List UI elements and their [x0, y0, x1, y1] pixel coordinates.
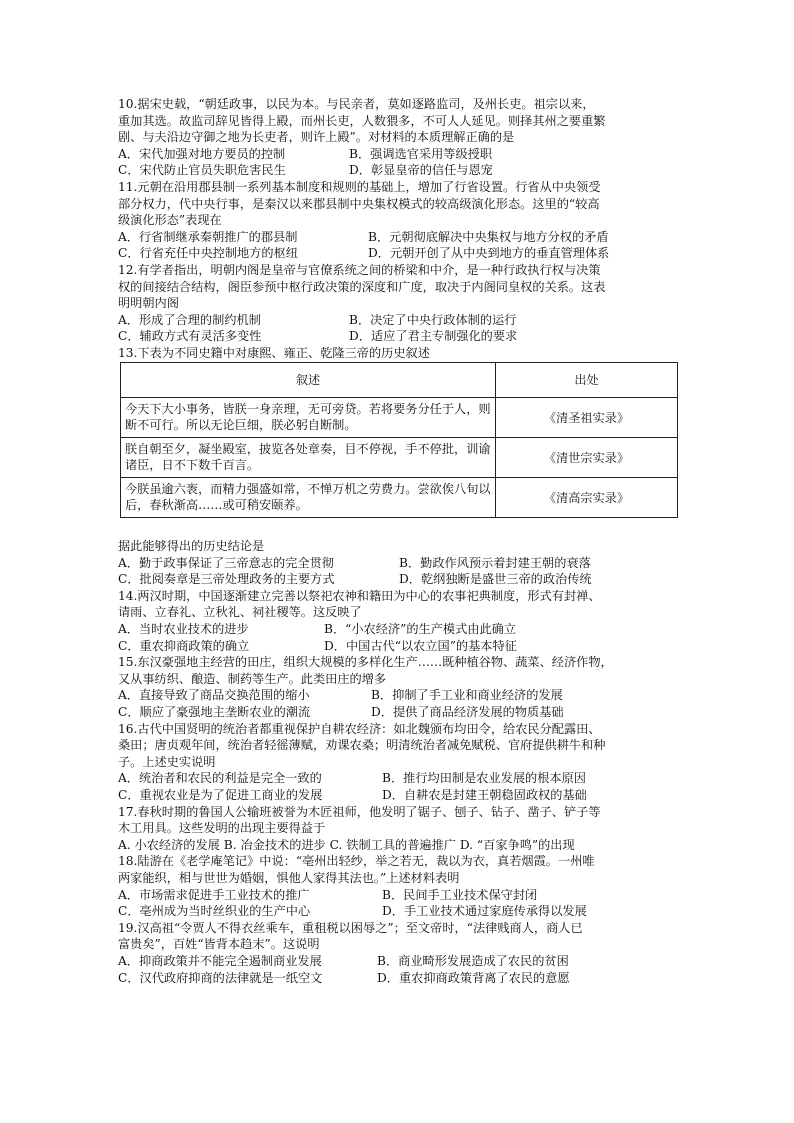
options-row — [118, 621, 678, 638]
table-cell-source: 《清世宗实录》 — [496, 437, 678, 477]
options-row — [118, 770, 678, 787]
table-cell-source: 《清圣祖实录》 — [496, 397, 678, 437]
option-c: C．汉代政府抑商的法律就是一纸空文 — [118, 970, 323, 985]
question-stem-line: 15.东汉豪强地主经营的田庄，组织大规模的多样化生产……既种植谷物、蔬菜、经济作物， — [118, 655, 613, 670]
question-stem-line: 又从事纺织、酿造、制药等生产。此类田庄的增多 — [118, 671, 387, 686]
question-stem-line: 明明朝内阁 — [118, 296, 179, 311]
options-row — [118, 146, 678, 163]
table-cell-narration: 朕自朝至夕，凝坐殿室，披览各处章奏，目不停视，手不停批，训谕诸臣，日不下数千百言。 — [121, 437, 496, 477]
table-row — [121, 397, 678, 437]
question-stem-line: 桑田；唐贞观年间，统治者轻徭薄赋，劝课农桑；明清统治者减免赋税、官府提供耕牛和种 — [118, 738, 606, 753]
options-row — [118, 970, 678, 987]
question-18 — [118, 853, 678, 919]
question-stem-line: 木工用具。这些发明的出现主要得益于 — [118, 821, 326, 836]
option-d: D．适应了君主专制强化的要求 — [349, 329, 518, 344]
question-stem-line: 17.春秋时期的鲁国人公输班被誉为木匠祖师，他发明了锯子、刨子、钻子、凿子、铲子等 — [118, 804, 601, 819]
option-d: D．中国古代“以农立国”的基本特征 — [324, 638, 517, 653]
option-a: A．宋代加强对地方要员的控制 — [118, 146, 286, 161]
exam-page — [118, 96, 678, 986]
options-row — [118, 953, 678, 970]
option-d: D．彰显皇帝的信任与恩宠 — [349, 163, 493, 178]
option-a: A．统治者和农民的利益是完全一致的 — [118, 771, 322, 786]
option-b: B．抑制了手工业和商业经济的发展 — [371, 688, 563, 703]
table-row — [121, 477, 678, 517]
options-row — [118, 162, 678, 179]
question-stem-line: 两家能织，相与世世为婚姻，惧他人家得其法也。”上述材料表明 — [118, 870, 460, 885]
table-cell-narration: 今朕虽逾六袠，而精力强盛如常，不惮万机之劳费力。尝欲俟八旬以后，春秋渐高……或可稍安颐养。 — [121, 477, 496, 517]
options-row — [118, 903, 678, 920]
option-b: B．商业畸形发展造成了农民的贫困 — [377, 953, 569, 968]
question-stem-line: 14.两汉时期，中国逐渐建立完善以祭祀农神和籍田为中心的农事祀典制度，形式有封禅、 — [118, 588, 601, 603]
question-17 — [118, 804, 678, 854]
table-header-source: 出处 — [496, 362, 678, 397]
option-d: D．元朝开创了从中央到地方的垂直管理体系 — [368, 246, 610, 261]
option-d: D．提供了商品经济发展的物质基础 — [371, 705, 564, 719]
option-a: A．抑商政策并不能完全遏制商业发展 — [118, 953, 322, 968]
option-a: A．直接导致了商品交换范围的缩小 — [118, 688, 310, 703]
option-c: C．亳州成为当时丝织业的生产中心 — [118, 904, 311, 919]
table-cell-source: 《清高宗实录》 — [496, 477, 678, 517]
option-d: D．乾纲独断是盛世三帝的政治传统 — [399, 572, 592, 587]
option-c: C．宋代防止官员失职危害民生 — [118, 163, 286, 178]
options-row — [118, 571, 678, 588]
option-b: B．元朝彻底解决中央集权与地方分权的矛盾 — [368, 229, 609, 244]
option-a: A．勤于政事保证了三帝意志的完全贯彻 — [118, 555, 334, 570]
options-row — [118, 704, 678, 721]
options-row — [118, 887, 678, 904]
option-c: C．重视农业是为了促进工商业的发展 — [118, 787, 323, 802]
option-c: C．批阅奏章是三帝处理政务的主要方式 — [118, 572, 335, 587]
option-b: B．勤政作风预示着封建王朝的衰落 — [399, 555, 591, 570]
question-stem-line: 18.陆游在《老学庵笔记》中说：“亳州出轻纱，举之若无，裁以为衣，真若烟霞。一州唯 — [118, 854, 595, 869]
question-stem-line: 部分权力，代中央行事，是秦汉以来郡县制中央集权模式的较高级演化形态。这里的“较高 — [118, 196, 600, 211]
question-stem-line: 13.下表为不同史籍中对康熙、雍正、乾隆三帝的历史叙述 — [118, 345, 430, 360]
options-row — [118, 787, 678, 804]
question-14 — [118, 588, 678, 654]
question-stem-line: 富贵矣”，百姓“皆背本趋末”。这说明 — [118, 937, 320, 952]
option-c: C．顺应了豪强地主垄断农业的潮流 — [118, 705, 311, 719]
option-a: A．形成了合理的制约机制 — [118, 312, 261, 327]
options-row — [118, 687, 678, 704]
option-b: B．民间手工业技术保守封闭 — [382, 887, 538, 902]
option-a: A．当时农业技术的进步 — [118, 622, 249, 637]
question-19 — [118, 920, 678, 986]
option-b: B．“小农经济”的生产模式由此确立 — [324, 622, 517, 637]
option-c: C．重农抑商政策的确立 — [118, 638, 250, 653]
question-10 — [118, 96, 678, 179]
question-stem-line: 重加其选。故监司辞见皆得上殿，而州长吏，人数猥多，不可人人延见。则择其州之要重繁 — [118, 113, 606, 128]
question-stem-line: 子。上述史实说明 — [118, 754, 216, 769]
question-stem-line: 10.据宋史载，“朝廷政事，以民为本。与民亲者，莫如逐路监司，及州长吏。祖宗以来， — [118, 97, 595, 111]
option-d: D．手工业技术通过家庭传承得以发展 — [382, 904, 587, 919]
question-stem-line: 权的间接结合结构，阁臣参预中枢行政决策的深度和广度，取决于内阁同皇权的关系。这表 — [118, 279, 606, 294]
question-15 — [118, 654, 678, 720]
question-16 — [118, 721, 678, 804]
table-cell-narration: 今天下大小事务，皆朕一身亲理，无可旁贷。若将要务分任于人，则断不可行。所以无论巨细，朕必躬自断制。 — [121, 397, 496, 437]
table-row — [121, 437, 678, 477]
options-row — [118, 229, 678, 246]
option-a: A．行省制继承秦朝推广的郡县制 — [118, 229, 298, 244]
options-row — [118, 328, 678, 345]
question-13 — [118, 345, 678, 588]
question-stem-line: 剧、与夫沿边守御之地为长吏者，则许上殿”。对材料的本质理解正确的是 — [118, 130, 515, 145]
option-b: B．决定了中央行政体制的运行 — [349, 312, 517, 327]
question-stem-line: 请雨、立春礼、立秋礼、祠社稷等。这反映了 — [118, 605, 362, 620]
question-stem-line: 16.古代中国贤明的统治者都重视保护自耕农经济：如北魏颁布均田令，给农民分配露田、 — [118, 721, 601, 736]
options-inline: A. 小农经济的发展 B. 冶金技术的进步 C. 铁制工具的普遍推广 D. “百家争鸣”的出现 — [118, 837, 575, 852]
history-table — [120, 362, 678, 519]
question-11 — [118, 179, 678, 262]
option-b: B．强调选官采用等级授职 — [349, 146, 493, 161]
question-stem-line: 据此能够得出的历史结论是 — [118, 539, 265, 554]
question-stem-line: 19.汉高祖“令贾人不得衣丝乘车，重租税以困辱之”；至文帝时，“法律贱商人，商人已 — [118, 920, 583, 935]
question-stem-line: 级演化形态”表现在 — [118, 213, 222, 228]
option-c: C．行省充任中央控制地方的枢纽 — [118, 246, 298, 261]
options-row — [118, 312, 678, 329]
table-header-row — [121, 362, 678, 397]
table-header-narration: 叙述 — [121, 362, 496, 397]
options-row — [118, 638, 678, 655]
option-d: D．自耕农是封建王朝稳固政权的基础 — [382, 787, 587, 802]
question-stem-line: 11.元朝在沿用郡县制一系列基本制度和规则的基础上，增加了行省设置。行省从中央领受 — [118, 179, 601, 194]
question-stem-line: 12.有学者指出，明朝内阁是皇帝与官僚系统之间的桥梁和中介，是一种行政执行权与决策 — [118, 262, 601, 277]
option-b: B．推行均田制是农业发展的根本原因 — [382, 771, 586, 786]
options-row — [118, 245, 678, 262]
option-d: D．重农抑商政策背离了农民的意愿 — [377, 970, 570, 985]
options-row — [118, 555, 678, 572]
option-a: A．市场需求促进手工业技术的推广 — [118, 887, 310, 902]
question-12 — [118, 262, 678, 345]
option-c: C．辅政方式有灵活多变性 — [118, 329, 262, 344]
